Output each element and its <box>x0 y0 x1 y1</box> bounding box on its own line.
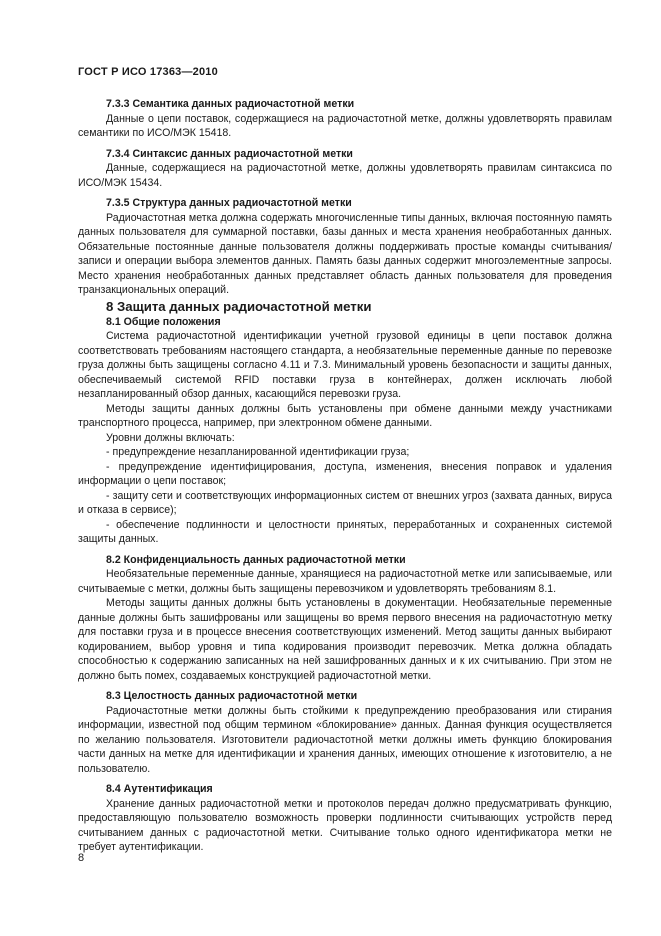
heading-8-2: 8.2 Конфиденциальность данных радиочастотной метки <box>106 553 406 566</box>
heading-8-3: 8.3 Целостность данных радиочастотной метки <box>106 690 358 702</box>
heading-7-3-3: 7.3.3 Семантика данных радиочастотной метки <box>106 98 355 110</box>
paragraph-7-3-4: Данные, содержащиеся на радиочастотной метке, должны удовлетворять правилам синтаксиса по ИСО/МЭК 15434. <box>78 162 612 189</box>
heading-7-3-4: 7.3.4 Синтаксис данных радиочастотной метки <box>106 147 353 160</box>
paragraph-8-2-a: Необязательные переменные данные, хранящиеся на радиочастотной метке или записываемые, или считываемые с метки, должны быть защищены перевозчиком и удовлетворять требованиям 8.1. <box>78 568 612 595</box>
paragraph-8-3: Радиочастотные метки должны быть стойкими к предупреждению преобразования или стирания информации, известной под общим термином «блокирование» данных. Данная функция осуществляется по желанию пользователя. Изготовители радиочастотной метки должны иметь функцию блокирования части данных на метке для идентификации и хранения данных, имеющих отношение к изготовителю, а не пользователю. <box>78 704 612 775</box>
list-item: - предупреждение незапланированной идентификации груза; <box>106 446 410 458</box>
list-item: - обеспечение подлинности и целостности принятых, переработанных и сохраненных системой защиты данных. <box>78 518 612 545</box>
document-body <box>78 97 612 855</box>
heading-8-4: 8.4 Аутентификация <box>106 783 213 795</box>
paragraph-8-1-b: Методы защиты данных должны быть установлены при обмене данными между участниками транспортного процесса, например, при электронном обмене данными. <box>78 402 612 429</box>
paragraph-7-3-3: Данные о цепи поставок, содержащиеся на радиочастотной метке, должны удовлетворять правилам семантики по ИСО/МЭК 15418. <box>78 112 612 139</box>
paragraph-7-3-5: Радиочастотная метка должна содержать многочисленные типы данных, включая постоянную память данных пользователя для суммарной поставки, базы данных и места хранения необработанных данных. Обязательные постоянные данные пользователя должны поддерживать простые команды считывания/записи и операции выбора элементов данных. Память базы данных содержит многоэлементные запросы. Место хранения необработанных данных представляет область данных пользователя для проведения транзакциональных операций. <box>78 211 612 296</box>
page-number: 8 <box>78 852 85 864</box>
document-code-header: ГОСТ Р ИСО 17363—2010 <box>78 66 218 78</box>
list-item: - защиту сети и соответствующих информационных систем от внешних угроз (захвата данных, вируса и отказа в сервисе); <box>78 489 612 516</box>
paragraph-8-1-a: Система радиочастотной идентификации учетной грузовой единицы в цепи поставок должна соответствовать требованиям настоящего стандарта, а необязательные переменные данные по перевозке груза должны быть защищены согласно 4.11 и 7.3. Минимальный уровень безопасности и защиты данных, обеспечиваемый системой RFID поставки груза в контейнерах, должен исключать любой незапланированный обзор данных, касающийся перевозки груза. <box>78 330 612 400</box>
heading-8-1: 8.1 Общие положения <box>106 315 221 328</box>
list-item: - предупреждение идентифицирования, доступа, изменения, внесения поправок и удаления информации о цепи поставок; <box>78 460 612 487</box>
paragraph-8-4: Хранение данных радиочастотной метки и протоколов передач должно предусматривать функцию, предоставляющую пользователю возможность проверки подлинности считывающих устройств перед считыванием данных с радиочастотной метки. Считывание только одного идентификатора метки не требует аутентификации. <box>78 797 612 853</box>
paragraph-8-2-b: Методы защиты данных должны быть установлены в документации. Необязательные переменные данные должны быть зашифрованы или защищены во время первого внесения на радиочастотную метку для поставки груза и в процессе внесения соответствующих изменений. Метод защиты данных выбирают кодированием, выбор уровня и типа кодирования производит перевозчик. Метка должна обладать способностью к содержанию записанных на ней зашифрованных данных и к их считыванию. При этом не должно быть помех, создаваемых конструкцией радиочастотной метки. <box>78 597 612 682</box>
paragraph-8-1-c: Уровни должны включать: <box>106 431 235 444</box>
heading-7-3-5: 7.3.5 Структура данных радиочастотной метки <box>106 197 352 209</box>
heading-section-8: 8 Защита данных радиочастотной метки <box>106 298 372 314</box>
